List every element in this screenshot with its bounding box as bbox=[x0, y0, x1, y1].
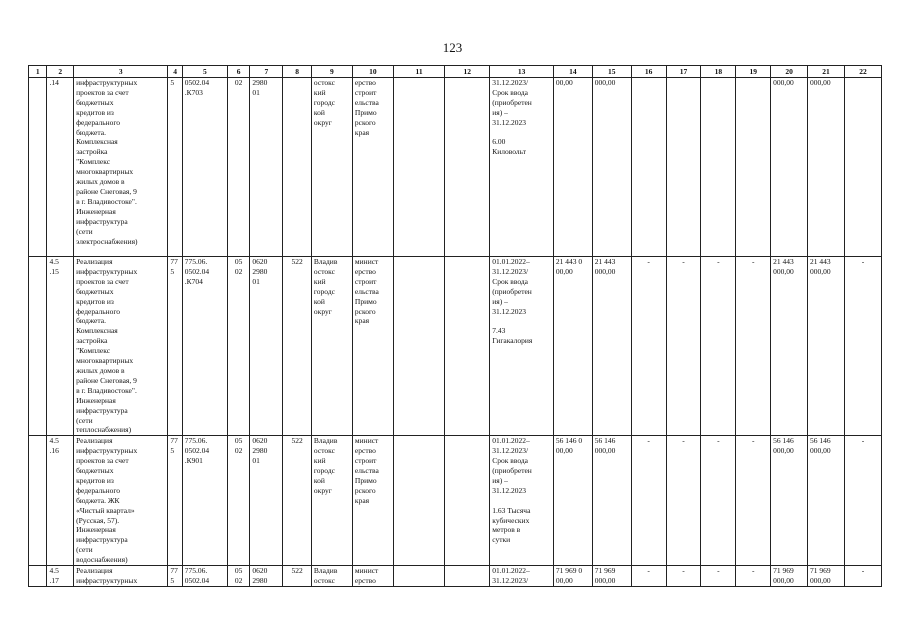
table-cell: 522 bbox=[283, 436, 312, 566]
table-cell: Владив остокс кий городс кой округ bbox=[311, 257, 352, 436]
table-cell bbox=[445, 78, 490, 257]
table-cell: - bbox=[844, 257, 881, 436]
table-cell: - bbox=[631, 257, 666, 436]
table-cell: 000,00 bbox=[808, 78, 845, 257]
table-cell: 56 146 000,00 bbox=[592, 436, 631, 566]
header-cell: 12 bbox=[445, 66, 490, 78]
table-row bbox=[29, 436, 882, 566]
table-cell: Реализация инфраструктурных bbox=[74, 566, 168, 587]
table-cell: ерство строит ельства Примо рского края bbox=[352, 78, 393, 257]
table-cell bbox=[445, 257, 490, 436]
table-cell: 56 146 000,00 bbox=[771, 436, 808, 566]
table-cell bbox=[393, 78, 444, 257]
table-cell: 05 02 bbox=[227, 436, 250, 566]
table-cell: 2980 01 bbox=[250, 78, 283, 257]
table-cell bbox=[701, 78, 736, 257]
table-cell bbox=[29, 257, 47, 436]
table-cell: - bbox=[666, 566, 701, 587]
header-cell: 3 bbox=[74, 66, 168, 78]
table-cell: 05 02 bbox=[227, 566, 250, 587]
table-cell: 522 bbox=[283, 257, 312, 436]
table-cell bbox=[631, 78, 666, 257]
table-cell: - bbox=[844, 566, 881, 587]
table-cell: 775.06. 0502.04 bbox=[182, 566, 227, 587]
table-cell bbox=[393, 257, 444, 436]
table-cell: 5 bbox=[168, 78, 182, 257]
table-cell: .14 bbox=[47, 78, 74, 257]
table-cell: 4.5 .15 bbox=[47, 257, 74, 436]
table-cell bbox=[844, 78, 881, 257]
header-row bbox=[29, 66, 882, 78]
header-cell: 5 bbox=[182, 66, 227, 78]
header-cell: 22 bbox=[844, 66, 881, 78]
table-cell: 522 bbox=[283, 566, 312, 587]
table-cell: 01.01.2022– 31.12.2023/ bbox=[490, 566, 554, 587]
table-cell: Владив остокс кий городс кой округ bbox=[311, 436, 352, 566]
header-cell: 6 bbox=[227, 66, 250, 78]
table-cell: - bbox=[736, 566, 771, 587]
table-cell: - bbox=[736, 257, 771, 436]
table-cell bbox=[29, 436, 47, 566]
header-cell: 19 bbox=[736, 66, 771, 78]
budget-table bbox=[28, 65, 882, 587]
header-cell: 11 bbox=[393, 66, 444, 78]
table-cell: 01.01.2022– 31.12.2023/ Срок ввода (приобретен ия) – 31.12.2023 7.43 Гигакалория bbox=[490, 257, 554, 436]
table-cell: 00,00 bbox=[553, 78, 592, 257]
table-cell: Реализация инфраструктурных проектов за счет бюджетных кредитов из федерального бюджета. Комплексная застройка "Комплекс многоквартирных жилых домов в районе Снеговая, 9 в г. Владивостоке". Инженерная инфраструктура (сети теплоснабжения) bbox=[74, 257, 168, 436]
table-cell: - bbox=[736, 436, 771, 566]
table-cell bbox=[736, 78, 771, 257]
table-cell: инфраструктурных проектов за счет бюджетных кредитов из федерального бюджета. Комплексная застройка "Комплекс многоквартирных жилых домов в районе Снеговая, 9 в г. Владивостоке". Инженерная инфраструктура (сети электроснабжения) bbox=[74, 78, 168, 257]
table-cell: 000,00 bbox=[771, 78, 808, 257]
table-cell bbox=[666, 78, 701, 257]
table-cell: 0620 2980 01 bbox=[250, 436, 283, 566]
table-cell: 01.01.2022– 31.12.2023/ Срок ввода (приобретен ия) – 31.12.2023 1.63 Тысяча кубических метров в сутки bbox=[490, 436, 554, 566]
table-cell bbox=[445, 566, 490, 587]
header-cell: 20 bbox=[771, 66, 808, 78]
table-cell: - bbox=[701, 436, 736, 566]
table-cell bbox=[283, 78, 312, 257]
table-cell: - bbox=[701, 566, 736, 587]
table-cell: 02 bbox=[227, 78, 250, 257]
table-cell: 21 443 000,00 bbox=[808, 257, 845, 436]
header-cell: 8 bbox=[283, 66, 312, 78]
header-cell: 4 bbox=[168, 66, 182, 78]
table-cell bbox=[29, 566, 47, 587]
table-cell: 21 443 000,00 bbox=[771, 257, 808, 436]
table-row bbox=[29, 78, 882, 257]
table-cell: минист ерство строит ельства Примо рского края bbox=[352, 436, 393, 566]
header-cell: 1 bbox=[29, 66, 47, 78]
table-cell: 31.12.2023/ Срок ввода (приобретен ия) – 31.12.2023 6.00 Киловольт bbox=[490, 78, 554, 257]
table-cell: 77 5 bbox=[168, 566, 182, 587]
header-cell: 9 bbox=[311, 66, 352, 78]
header-cell: 17 bbox=[666, 66, 701, 78]
header-cell: 10 bbox=[352, 66, 393, 78]
table-cell: 05 02 bbox=[227, 257, 250, 436]
table-cell: 0502.04 .К703 bbox=[182, 78, 227, 257]
table-cell: 21 443 0 00,00 bbox=[553, 257, 592, 436]
table-cell: 77 5 bbox=[168, 436, 182, 566]
header-cell: 13 bbox=[490, 66, 554, 78]
header-cell: 14 bbox=[553, 66, 592, 78]
table-cell: 775.06. 0502.04 .К901 bbox=[182, 436, 227, 566]
page-number: 123 bbox=[442, 40, 463, 55]
header-cell: 21 bbox=[808, 66, 845, 78]
table-cell: 77 5 bbox=[168, 257, 182, 436]
table-cell: 4.5 .16 bbox=[47, 436, 74, 566]
table-row bbox=[29, 566, 882, 587]
table-row bbox=[29, 257, 882, 436]
table-cell: Реализация инфраструктурных проектов за счет бюджетных кредитов из федерального бюджета. ЖК «Чистый квартал» (Русская, 57). Инженерная инфраструктура (сети водоснабжения) bbox=[74, 436, 168, 566]
table-cell: минист ерство строит ельства Примо рского края bbox=[352, 257, 393, 436]
table-cell: 71 969 000,00 bbox=[771, 566, 808, 587]
table-cell: 775.06. 0502.04 .К704 bbox=[182, 257, 227, 436]
table-cell: 56 146 0 00,00 bbox=[553, 436, 592, 566]
table-cell bbox=[29, 78, 47, 257]
header-cell: 2 bbox=[47, 66, 74, 78]
table-cell: 71 969 000,00 bbox=[808, 566, 845, 587]
table-cell bbox=[445, 436, 490, 566]
table-cell: 56 146 000,00 bbox=[808, 436, 845, 566]
table-cell: - bbox=[844, 436, 881, 566]
table-cell: - bbox=[631, 566, 666, 587]
table-cell: 0620 2980 01 bbox=[250, 257, 283, 436]
table-cell: - bbox=[701, 257, 736, 436]
header-cell: 7 bbox=[250, 66, 283, 78]
table-cell: остокс кий городс кой округ bbox=[311, 78, 352, 257]
table-cell bbox=[393, 566, 444, 587]
table-cell: - bbox=[631, 436, 666, 566]
table-cell: минист ерство bbox=[352, 566, 393, 587]
table-cell: 4.5 .17 bbox=[47, 566, 74, 587]
table-cell: 000,00 bbox=[592, 78, 631, 257]
table-cell: - bbox=[666, 436, 701, 566]
table-cell: 71 969 000,00 bbox=[592, 566, 631, 587]
table-cell bbox=[393, 436, 444, 566]
header-cell: 16 bbox=[631, 66, 666, 78]
table-cell: Владив остокс bbox=[311, 566, 352, 587]
table-cell: 0620 2980 bbox=[250, 566, 283, 587]
header-cell: 18 bbox=[701, 66, 736, 78]
table-cell: 71 969 0 00,00 bbox=[553, 566, 592, 587]
table-cell: - bbox=[666, 257, 701, 436]
table-cell: 21 443 000,00 bbox=[592, 257, 631, 436]
header-cell: 15 bbox=[592, 66, 631, 78]
